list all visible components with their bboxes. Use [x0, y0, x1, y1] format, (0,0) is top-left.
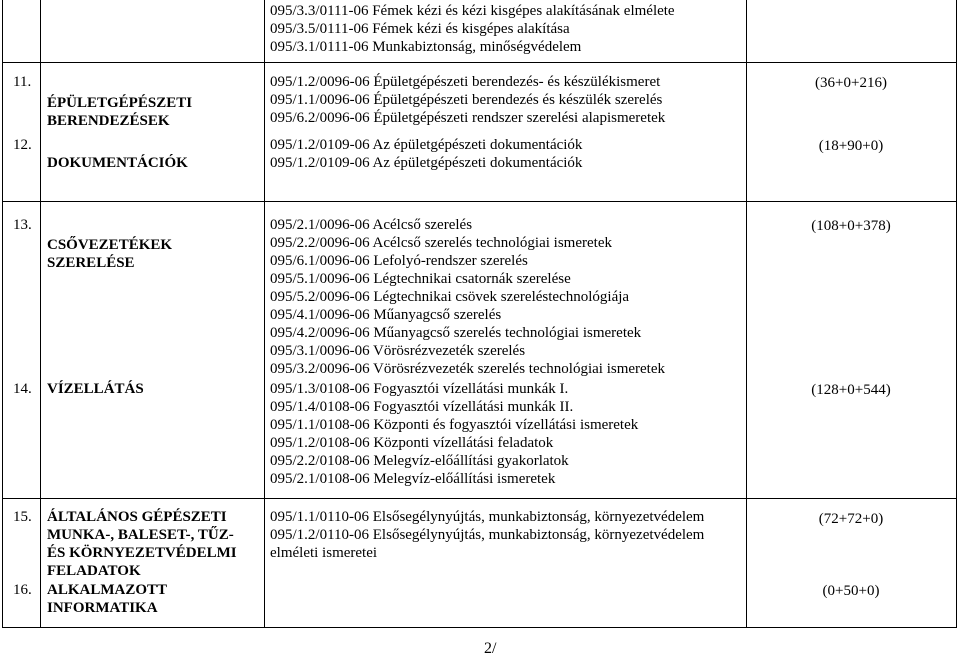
module-line: 095/1.2/0110-06 Elsősegélynyújtás, munkabiztonság, környezetvédelem [270, 527, 705, 543]
row-12-modules [270, 136, 582, 172]
row-border-1 [2, 62, 957, 63]
module-line: 095/3.5/0111-06 Fémek kézi és kisgépes alakítása [270, 21, 570, 37]
row-15-title-line3: ÉS KÖRNYEZETVÉDELMI [47, 545, 237, 561]
top-modules-list [270, 2, 675, 56]
module-line: 095/6.2/0096-06 Épületgépészeti rendszer szerelési alapismeretek [270, 110, 666, 126]
module-line: 095/2.1/0108-06 Melegvíz-előállítási ismeretek [270, 471, 556, 487]
row-11-number: 11. [13, 74, 32, 90]
module-line: 095/2.1/0096-06 Acélcső szerelés [270, 217, 473, 233]
row-11-title-line2: BERENDEZÉSEK [47, 113, 170, 129]
row-12-hours: (18+90+0) [818, 138, 884, 154]
row-border-bottom [2, 627, 957, 628]
module-line: 095/2.2/0108-06 Melegvíz-előállítási gyakorlatok [270, 453, 569, 469]
module-line: 095/5.1/0096-06 Légtechnikai csatornák szerelése [270, 271, 571, 287]
row-15-number: 15. [13, 509, 32, 525]
col-border-right [956, 0, 957, 628]
col-border-title [264, 0, 265, 628]
row-13-number: 13. [13, 217, 32, 233]
col-border-num [40, 0, 41, 628]
row-14-number: 14. [13, 381, 32, 397]
module-line: 095/3.1/0096-06 Vörösrézvezeték szerelés [270, 343, 526, 359]
module-line: 095/1.2/0109-06 Az épületgépészeti dokumentációk [270, 137, 583, 153]
row-13-hours: (108+0+378) [811, 218, 891, 234]
row-11-modules [270, 73, 665, 127]
row-border-2 [2, 201, 957, 202]
module-line: 095/1.3/0108-06 Fogyasztói vízellátási munkák I. [270, 381, 569, 397]
module-line: 095/4.1/0096-06 Műanyagcső szerelés [270, 307, 502, 323]
row-13-modules [270, 216, 665, 378]
row-16-hours: (0+50+0) [822, 583, 880, 599]
row-15-modules [270, 508, 704, 562]
row-15-title-line1: ÁLTALÁNOS GÉPÉSZETI [47, 509, 227, 525]
module-line: 095/3.1/0111-06 Munkabiztonság, minőségvédelem [270, 39, 582, 55]
module-line: 095/1.4/0108-06 Fogyasztói vízellátási munkák II. [270, 399, 574, 415]
row-13-title-line1: CSŐVEZETÉKEK [47, 237, 173, 253]
module-line: 095/4.2/0096-06 Műanyagcső szerelés technológiai ismeretek [270, 325, 642, 341]
module-line: 095/1.1/0096-06 Épületgépészeti berendezés és készülék szerelés [270, 92, 663, 108]
row-15-title-line2: MUNKA-, BALESET-, TŰZ- [47, 527, 234, 543]
module-line: 095/1.1/0110-06 Elsősegélynyújtás, munkabiztonság, környezetvédelem [270, 509, 705, 525]
module-line: 095/1.2/0108-06 Központi vízellátási feladatok [270, 435, 554, 451]
module-line: 095/2.2/0096-06 Acélcső szerelés technológiai ismeretek [270, 235, 612, 251]
module-line: 095/3.2/0096-06 Vörösrézvezeték szerelés technológiai ismeretek [270, 361, 666, 377]
row-16-title-line2: INFORMATIKA [47, 600, 158, 616]
row-11-hours: (36+0+216) [815, 75, 887, 91]
row-14-title-line1: VÍZELLÁTÁS [47, 381, 144, 397]
module-line: elméleti ismeretei [270, 545, 378, 561]
row-11-title-line1: ÉPÜLETGÉPÉSZETI [47, 95, 193, 111]
page-number: 2/ [484, 640, 497, 657]
row-15-title-line4: FELADATOK [47, 563, 141, 579]
col-border-left [2, 0, 3, 628]
module-line: 095/1.1/0108-06 Központi és fogyasztói vízellátási ismeretek [270, 417, 639, 433]
row-12-title-line1: DOKUMENTÁCIÓK [47, 155, 188, 171]
row-15-hours: (72+72+0) [818, 511, 884, 527]
module-line: 095/5.2/0096-06 Légtechnikai csövek szereléstechnológiája [270, 289, 630, 305]
module-line: 095/1.2/0109-06 Az épületgépészeti dokumentációk [270, 155, 583, 171]
row-border-3 [2, 498, 957, 499]
col-border-modules [746, 0, 747, 628]
row-13-title-line2: SZERELÉSE [47, 255, 135, 271]
row-16-number: 16. [13, 582, 32, 598]
row-14-hours: (128+0+544) [811, 382, 891, 398]
module-line: 095/1.2/0096-06 Épületgépészeti berendezés- és készülékismeret [270, 74, 661, 90]
module-line: 095/6.1/0096-06 Lefolyó-rendszer szerelés [270, 253, 528, 269]
row-16-title-line1: ALKALMAZOTT [47, 582, 168, 598]
row-12-number: 12. [13, 137, 32, 153]
module-line: 095/3.3/0111-06 Fémek kézi és kézi kisgépes alakításának elmélete [270, 3, 675, 19]
row-14-modules [270, 380, 638, 488]
